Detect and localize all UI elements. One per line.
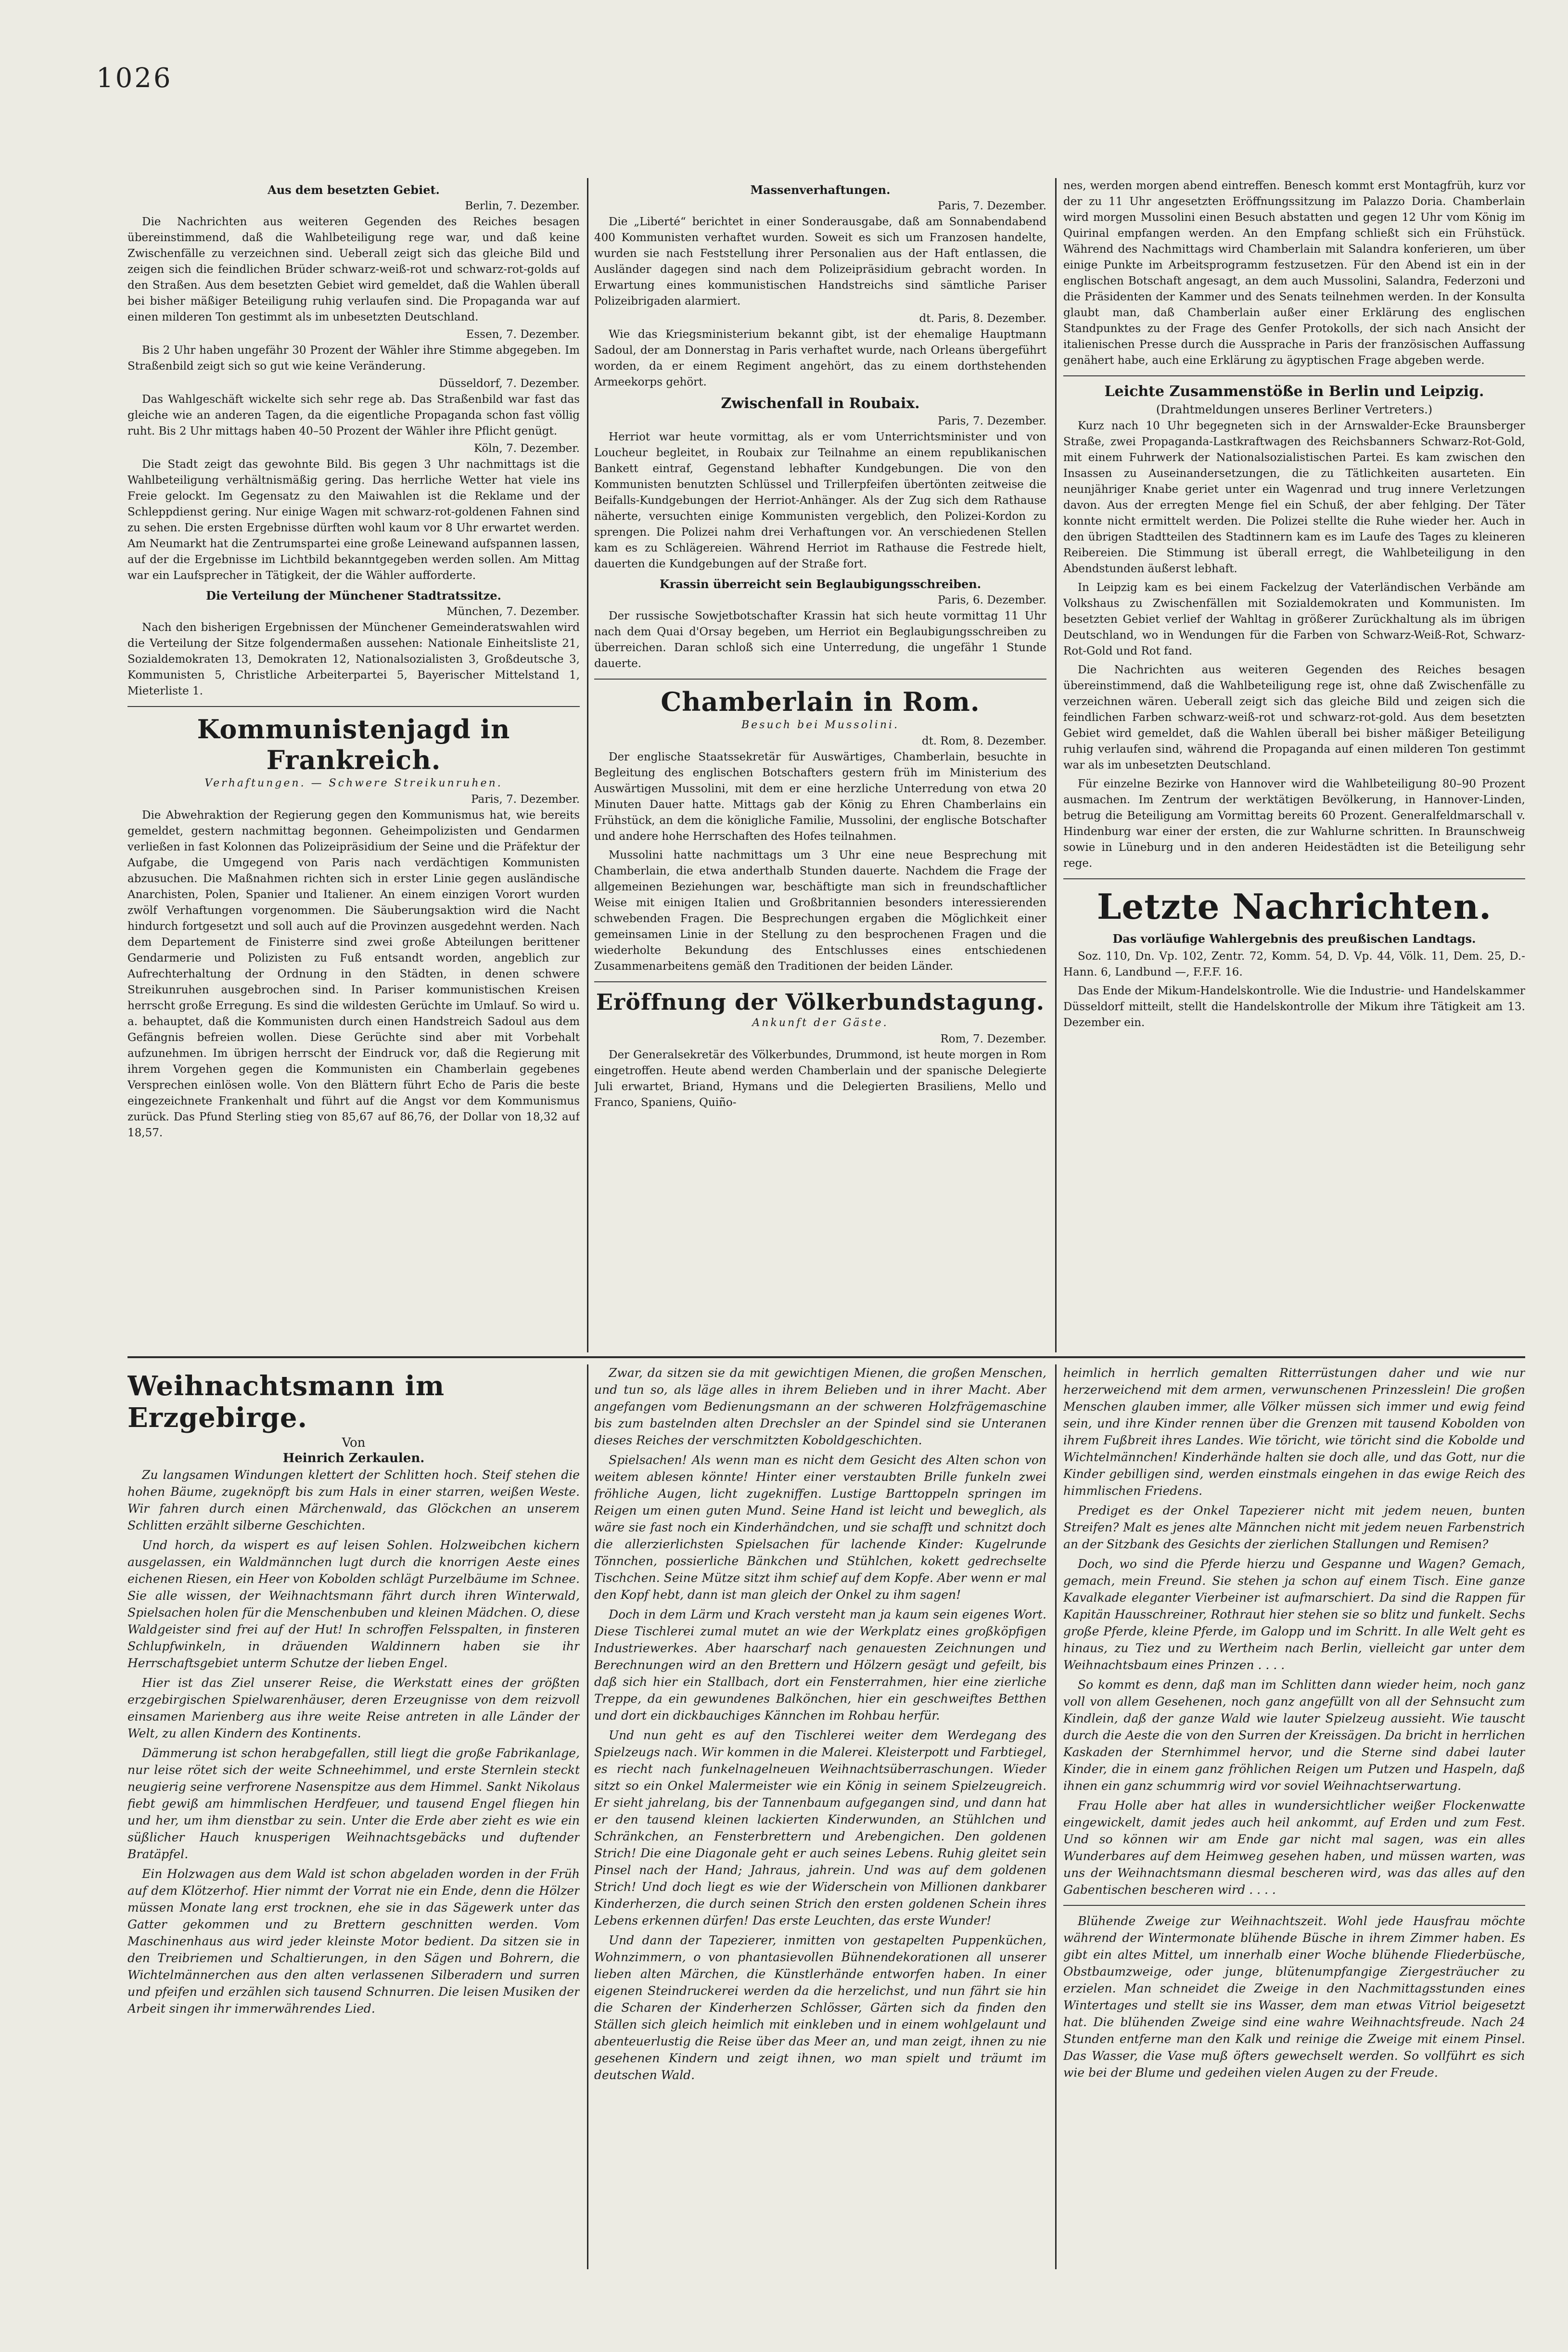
article-paragraph: Herriot war heute vormittag, als er vom Unterrichtsminister und von Loucheur begleitet, in Roubaix zur Teilnahme an einem republikanischen Bankett eintraf, Gegenstand lebhafter Kundgebungen. Die von den Kommunisten benutzten Schlüssel und Trillerpfeifen übertönten zeitweise die Beifalls-Kundgebungen der Herriot-Anhänger. Als der Zug sich dem Rathause näherte, versuchten einige Kommunisten vergeblich, den Polizei-Kordon zu sprengen. Die Polizei nahm drei Verhaftungen vor. An verschiedenen Stellen kam es zu Schlägereien. Während Herriot im Rathause die Festrede hielt, dauerten die Kundgebungen auf der Straße fort. xyxy=(594,431,1046,570)
article-paragraph: Soz. 110, Dn. Vp. 102, Zentr. 72, Komm. 54, D. Vp. 44, Völk. 11, Dem. 25, D.-Hann. 6, Landbund —, F.F.F. 16. xyxy=(1063,950,1525,978)
column-rule xyxy=(1055,178,1057,1352)
article-paragraph: Der Generalsekretär des Völkerbundes, Drummond, ist heute morgen in Rom eingetroffen. Heute abend werden Chamberlain und der spanische Delegierte Juli erwartet, Briand, Hymans und die Delegierten Brasiliens, Mello und Franco, Spaniens, Quiño- xyxy=(594,1049,1046,1109)
article-paragraph: Die Nachrichten aus weiteren Gegenden des Reiches besagen übereinstimmend, daß die Wahlbeteiligung rege ist, ohne daß Zwischenfälle zu verzeichnen wären. Ueberall zeigt sich das gleiche Bild und zeigen sich die feindlichen Farben schwarz-weiß-rot und schwarz-rot-gold. Aus dem besetzten Gebiet wird gemeldet, daß die Wahlen überall bei bisher mäßiger Beteiligung ruhig verlaufen sind, während die Propaganda auf einen milderen Ton gestimmt war als im unbesetzten Deutschland. xyxy=(1063,664,1525,771)
dateline: Paris, 6. Dezember. xyxy=(938,594,1046,606)
article-paragraph: Die Stadt zeigt das gewohnte Bild. Bis gegen 3 Uhr nachmittags ist die Wahlbeteiligung verhältnismäßig gering. Das herrliche Wetter hat viele ins Freie gelockt. Im Gegensatz zu den Maiwahlen ist die Reklame und der Schleppdienst gering. Nur einige Wagen mit schwarz-rot-goldenen Fahnen sind zu sehen. Die ersten Ergebnisse dürften wohl kaum vor 8 Uhr erwartet werden. Am Neumarkt hat die Zentrumspartei eine große Leinewand aufspannen lassen, auf der die Ergebnisse im Lichtbild bekanntgegeben werden sollen. Am Mittag war ein Laufsprecher in Tätigkeit, der die Wähler aufforderte. xyxy=(127,458,580,582)
byline-von: Von xyxy=(342,1436,366,1450)
article-paragraph: Bis 2 Uhr haben ungefähr 30 Prozent der Wähler ihre Stimme abgegeben. Im Straßenbild zeigt sich so gut wie keine Veränderung. xyxy=(127,344,580,373)
feuilleton-title: Weihnachtsmann im Erzgebirge. xyxy=(127,1370,445,1434)
dateline: Düsseldorf, 7. Dezember. xyxy=(439,377,580,390)
headline: Chamberlain in Rom. xyxy=(661,686,980,717)
column-3 xyxy=(1063,178,1525,1352)
article-paragraph: Wie das Kriegsministerium bekannt gibt, ist der ehemalige Hauptmann Sadoul, der am Donnerstag in Paris verhaftet wurde, nach Orleans übergeführt worden, da er einem Regiment angehört, das zu einem dorthstehenden Armeekorps gehört. xyxy=(594,328,1046,388)
article-heading: Zwischenfall in Roubaix. xyxy=(721,395,920,412)
column-rule xyxy=(587,1364,588,2269)
dateline: München, 7. Dezember. xyxy=(446,605,580,618)
column-rule xyxy=(1055,1364,1057,2269)
article-paragraph: Das Ende der Mikum-Handelskontrolle. Wie die Industrie- und Handelskammer Düsseldorf mitteilt, stellt die Handelskontrolle der Mikum ihre Tätigkeit am 13. Dezember ein. xyxy=(1063,985,1525,1029)
subheadline: Verhaftungen. — Schwere Streikunruhen. xyxy=(204,777,503,789)
author-name: Heinrich Zerkaulen. xyxy=(282,1451,425,1465)
dateline: Köln, 7. Dezember. xyxy=(473,442,580,455)
article-paragraph: Der englische Staatssekretär für Auswärtiges, Chamberlain, besuchte in Begleitung des englischen Botschafters gestern früh im Ministerium des Auswärtigen Mussolini, mit dem er eine herzliche Unterredung von etwa 20 Minuten Dauer hatte. Mittags gab der König zu Ehren Chamberlains ein Frühstück, an dem die königliche Familie, Mussolini, der englische Botschafter und andere hohe Herrschaften des Hofes teilnahmen. xyxy=(594,751,1046,843)
feuilleton-column-1 xyxy=(127,1364,580,2269)
divider xyxy=(594,679,1046,680)
headline: Letzte Nachrichten. xyxy=(1096,886,1492,927)
divider xyxy=(1063,375,1525,376)
article-paragraph: Doch, wo sind die Pferde hierzu und Gespanne und Wagen? Gemach, gemach, mein Freund. Sie stehen ja schon auf einem Tisch. Eine ganze Kavalkade eleganter Vierbeiner ist aufmarschiert. Da sind die Rappen für Kapitän Hausschreiner, Rothraut hier stehen sie so blitz und funkelt. Sechs große Pferde, kleine Pferde, im Galopp und im Schritt. In alle Welt geht es hinaus, zu Tiez und zu Wertheim nach Berlin, vielleicht gar unter dem Weihnachtsbaum eines Prinzen . . . . xyxy=(1063,1557,1525,1672)
article-paragraph: In Leipzig kam es bei einem Fackelzug der Vaterländischen Verbände am Volkshaus zu Zwischenfällen mit Sozialdemokraten und Kommunisten. Im besetzten Gebiet verlief der Wahltag in größerer Zurückhaltung als im übrigen Deutschland, wo in Wendungen für die Farben von Schwarz-Weiß-Rot, Schwarz-Rot-Gold und Rot fand. xyxy=(1063,581,1525,657)
subheadline: (Drahtmeldungen unseres Berliner Vertreters.) xyxy=(1156,403,1433,416)
divider xyxy=(127,706,580,707)
subheadline: Besuch bei Mussolini. xyxy=(741,719,900,731)
article-paragraph: Der russische Sowjetbotschafter Krassin hat sich heute vormittag 11 Uhr nach dem Quai d'Orsay begeben, um Herriot ein Beglaubigungsschreiben zu überreichen. Daran schloß sich eine Unterredung, die ungefähr 1 Stunde dauerte. xyxy=(594,610,1046,670)
headline: Kommunistenjagd in Frankreich. xyxy=(197,714,510,775)
article-paragraph: Prediget es der Onkel Tapezierer nicht mit jedem neuen, bunten Streifen? Malt es jenes alte Männchen nicht mit jedem neuen Farbenstrich an der Sitzbank des Gesichts der zierlichen Stallungen und Remisen? xyxy=(1063,1504,1525,1551)
article-paragraph: Mussolini hatte nachmittags um 3 Uhr eine neue Besprechung mit Chamberlain, die etwa anderthalb Stunden dauerte. Nachdem die Frage der allgemeinen Beziehungen war, beschäftigte man sich in freundschaftlicher Weise mit einigen Italien und Großbritannien besonders interessierenden schwebenden Fragen. Die Besprechungen ergaben die Möglichkeit einer gemeinsamen Linie in der Stellung zu den besprochenen Fragen und die wiederholte Bekundung des Entschlusses eines entschiedenen Zusammenarbeitens gemäß den Traditionen der beiden Länder. xyxy=(594,849,1046,973)
divider xyxy=(1063,878,1525,879)
article-paragraph: Ein Holzwagen aus dem Wald ist schon abgeladen worden in der Früh auf dem Klötzerhof. Hier nimmt der Vorrat nie ein Ende, denn die Hölzer müssen Monate lang erst trocknen, ehe sie in das Sägewerk unter das Gatter gekommen und zu Brettern geschnitten werden. Vom Maschinenhaus aus wird jeder kleinste Motor bedient. Da sitzen sie in den Treibriemen und Schaltierungen, in den Sägen und Bohrern, die Wichtelmännerchen aus den alten verlassenen Silberadern und surren und pfeifen und erzählen sich tausend Schnurren. Die leisen Musiken der Arbeit singen ihr immerwährendes Lied. xyxy=(127,1867,580,2016)
article-paragraph: Hier ist das Ziel unserer Reise, die Werkstatt eines der größten erzgebirgischen Spielwarenhäuser, deren Erzeugnisse von dem reizvoll einsamen Marienberg aus ihre weite Reise antreten in alle Länder der Welt, zu allen Kindern des Kontinents. xyxy=(127,1676,580,1740)
article-paragraph: Blühende Zweige zur Weihnachtszeit. Wohl jede Hausfrau möchte während der Wintermonate blühende Büsche in ihrem Zimmer haben. Es gibt ein altes Mittel, um innerhalb einer Woche blühende Fliederbüsche, Obstbaumzweige, oder junge, blütenumpfangige Ziergesträucher zu erzielen. Man schneidet die Zweige in den Nachmittagsstunden eines Wintertages und stellt sie ins Wasser, dem man etwas Vitriol beigesetzt hat. Die blühenden Zweige sind eine wahre Weihnachtsfreude. Nach 24 Stunden entferne man den Kalk und reinige die Zweige mit einem Pinsel. Das Wasser, die Vase muß öfters gewechselt werden. So vollführt es sich wie bei der Blume und gedeihen vielen Augen zu der Freude. xyxy=(1063,1914,1525,2080)
article-paragraph: Zu langsamen Windungen klettert der Schlitten hoch. Steif stehen die hohen Bäume, zugeknöpft bis zum Hals in einer starren, weißen Weste. Wir fahren durch einen Märchenwald, das Glöckchen an unserem Schlitten erzählt silberne Geschichten. xyxy=(127,1468,580,1532)
dateline: dt. Paris, 8. Dezember. xyxy=(919,312,1046,325)
article-paragraph: Und nun geht es auf den Tischlerei weiter dem Werdegang des Spielzeugs nach. Wir kommen in die Malerei. Kleisterpott und Farbtiegel, es riecht nach funkelnagelneuen Weihnachtsüberraschungen. Wieder sitzt so ein Onkel Malermeister wie ein König in seinem Spielzeugreich. Er sieht jahrelang, bis der Tannenbaum aufgegangen sind, und dann hat er den tausend kleinen lackierten Kinderwunden, an Stühlchen und Schränkchen, an Fensterbrettern und Arebengichen. Den goldenen Strich! Die eine Diagonale geht er auch seines Lebens. Ruhig gleitet sein Pinsel nach der Hand; Jahraus, jahrein. Und was auf dem goldenen Strich! Und doch liegt es wie der Widerschein von Millionen dankbarer Kinderherzen, die durch seinen Strich den ersten goldenen Schein ihres Lebens erkennen dürfen! Das erste Leuchten, das erste Wunder! xyxy=(594,1728,1046,1928)
article-paragraph: Und dann der Tapezierer, inmitten von gestapelten Puppenküchen, Wohnzimmern, o von phantasievollen Bühnendekorationen all unserer lieben alten Märchen, die Künstlerhände entworfen haben. In einer eigenen Steindruckerei werden da die herzelichst, und nun fährt sie hin die Scharen der Kinderherzen Schlösser, Gärten sich da finden den Ställen sich gleich heimlich mit einkleben und in einem wohlgelaunt und abenteuerlustig die Reise über das Meer an, und man zeigt, ihnen zu nie gesehenen Kindern und zeigt ihnen, wo man spielt und träumt im deutschen Wald. xyxy=(594,1933,1046,2082)
dateline: Paris, 7. Dezember. xyxy=(938,415,1046,427)
article-paragraph: Nach den bisherigen Ergebnissen der Münchener Gemeinderatswahlen wird die Verteilung der Sitze folgendermaßen aussehen: Nationale Einheitsliste 21, Sozialdemokraten 13, Demokraten 12, Nationalsozialisten 3, Großdeutsche 3, Kommunisten 5, Christliche Arbeiterpartei 5, Bayerischer Mittelstand 1, Mieterliste 1. xyxy=(127,621,580,697)
article-paragraph: So kommt es denn, daß man im Schlitten dann wieder heim, noch ganz voll von allem Gesehenen, noch ganz angefüllt von all der Sehnsucht zum Kindlein, daß der ganze Wald wie lauter Spielzeug aussieht. Wie tauscht durch die Aeste die von den Surren der Kreissägen. Da bricht in herrlichen Kaskaden der Sternhimmel hervor, und die Sterne sind dabei lauter Kinder, die in einem ganz fröhlichen Reigen um Putzen und Haspeln, daß ihnen ein ganz schummrig wird vor soviel Weihnachtserwartung. xyxy=(1063,1678,1525,1793)
article-paragraph: Dämmerung ist schon herabgefallen, still liegt die große Fabrikanlage, nur leise rötet sich der weite Schneehimmel, und erste Sternlein steckt neugierig seine verfrorene Nasenspitze aus dem Himmel. Sankt Nikolaus fiebt gewiß am himmlischen Herdfeuer, und tausend Engel fliegen hin und her, um ihm dienstbar zu sein. Unter die Erde aber zieht es wie ein süßlicher Hauch knusperigen Weihnachtsgebäcks und duftender Bratäpfel. xyxy=(127,1746,580,1861)
article-heading: Das vorläufige Wahlergebnis des preußischen Landtags. xyxy=(1112,932,1476,946)
article-heading: Krassin überreicht sein Beglaubigungsschreiben. xyxy=(659,577,982,591)
headline: Eröffnung der Völkerbundstagung. xyxy=(596,989,1045,1015)
dateline: Paris, 7. Dezember. xyxy=(471,793,580,806)
dateline: Rom, 7. Dezember. xyxy=(940,1033,1046,1045)
page-number: 1026 xyxy=(96,63,173,94)
article-paragraph: nes, werden morgen abend eintreffen. Benesch kommt erst Montagfrüh, kurz vor der zu 11 Uhr angesetzten Eröffnungssitzung im Palazzo Doria. Chamberlain wird morgen Mussolini einen Besuch abstatten und gegen 12 Uhr vom König im Quirinal empfangen werden. An den Empfang schließt sich ein Frühstück. Während des Nachmittags wird Chamberlain mit Salandra konferieren, um über einige Punkte im Arbeitsprogramm festzusetzen. Für den Abend ist ein in der englischen Botschaft angesagt, an dem auch Mussolini, Salandra, Federzoni und die Präsidenten der Kammer und des Senats teilnehmen werden. In der Konsulta glaubt man, daß Chamberlain außer einer Erklärung des englischen Standpunktes zu der Frage des Genfer Protokolls, der sich nach Ansicht der italienischen Presse durch die Aussprache in Paris der französischen Auffassung genähert habe, auch eine Erklärung zu ägyptischen Frage abgeben werde. xyxy=(1063,180,1525,367)
feuilleton-column-3 xyxy=(1063,1364,1525,2269)
column-1 xyxy=(127,178,580,1352)
subheadline: Ankunft der Gäste. xyxy=(752,1017,889,1029)
article-heading: Die Verteilung der Münchener Stadtratssitze. xyxy=(206,589,501,603)
divider xyxy=(1063,1905,1525,1906)
dateline: Paris, 7. Dezember. xyxy=(938,200,1046,212)
article-paragraph: heimlich in herrlich gemalten Ritterrüstungen daher und wie nur herzerweichend mit dem armen, verwunschenen Prinzesslein! Die großen Menschen glauben immer, alle Völker müssen sich immer und ewig feind sein, und ihre Kinder rennen über die Grenzen mit tausend Kobolden von ihrem Fußbreit ihres Landes. Wie töricht, wie töricht sind die Kobolde und Wichtelmännchen! Kinderhände halten sie doch alle, und das Gott, nur die Kinder gebilligen sind, werden einstmals eingehen in das ewige Reich des himmlischen Friedens. xyxy=(1063,1366,1525,1498)
article-paragraph: Zwar, da sitzen sie da mit gewichtigen Mienen, die großen Menschen, und tun so, als läge alles in ihrem Belieben und in ihrer Macht. Aber angefangen vom Bedienungsmann an der schweren Holzfrägemaschine bis zum bastelnden alten Drechsler an der Spindel sind sie Unteranen dieses Reiches der verschmitzten Koboldgeschichten. xyxy=(594,1366,1046,1447)
dateline: Berlin, 7. Dezember. xyxy=(465,200,580,212)
dateline: Essen, 7. Dezember. xyxy=(466,328,580,341)
article-heading: Aus dem besetzten Gebiet. xyxy=(268,183,440,197)
article-paragraph: Die „Liberté“ berichtet in einer Sonderausgabe, daß am Sonnabendabend 400 Kommunisten verhaftet wurden. Soweit es sich um Franzosen handelte, wurden sie nach Feststellung ihrer Personalien aus der Haft entlassen, die Ausländer dagegen sind nach dem Polizeipräsidium gebracht worden. In Erwartung eines kommunistischen Handstreichs sind sämtliche Pariser Polizeibrigaden alarmiert. xyxy=(594,216,1046,308)
dateline: dt. Rom, 8. Dezember. xyxy=(921,735,1046,747)
article-paragraph: Die Nachrichten aus weiteren Gegenden des Reiches besagen übereinstimmend, daß die Wahlbeteiligung rege war, und daß keine Zwischenfälle zu verzeichnen sind. Ueberall zeigt sich das gleiche Bild und zeigen sich die feindlichen Brüder schwarz-weiß-rot und schwarz-rot-golds auf den Straßen. Aus dem besetzten Gebiet wird gemeldet, daß die Wahlen überall bei bisher mäßiger Beteiligung ruhig verlaufen sind. Die Propaganda war auf einen milderen Ton gestimmt als im unbesetzten Deutschland. xyxy=(127,216,580,323)
article-paragraph: Spielsachen! Als wenn man es nicht dem Gesicht des Alten schon von weitem ablesen könnte! Hinter einer verstaubten Brille funkeln zwei fröhliche Augen, licht zugekniffen. Lustige Barttoppeln springen im Reigen um einen guten Mund. Seine Hand ist leicht und beweglich, als wäre sie fast noch ein Kinderhändchen, und sie schafft und schnitzt doch die allerzierlichsten Spielsachen für lachende Kinder: Kugelrunde Tönnchen, possierliche Bänkchen und Stühlchen, kokett gedrechselte Tischchen. Seine Mütze sitzt ihm schief auf dem Kopfe. Aber wenn er mal den Kopf hebt, dann ist man gleich der Onkel zu ihm sagen! xyxy=(594,1453,1046,1602)
divider xyxy=(594,981,1046,982)
article-paragraph: Und horch, da wispert es auf leisen Sohlen. Holzweibchen kichern ausgelassen, ein Waldmännchen lugt durch die knorrigen Aeste eines eichenen Riesen, ein Heer von Kobolden schlägt Purzelbäume im Schnee. Sie alle wissen, der Weihnachtsmann fährt durch ihren Winterwald, Spielsachen holen für die Menschenbuben und kleinen Mädchen. O, diese Waldgeister sind frei auf der Hut! In schroffen Felsspalten, in finsteren Schlupfwinkeln, in dräuenden Waldinnern haben sie ihr Herrschaftsgebiet unterm Schutze der lieben Engel. xyxy=(127,1538,580,1670)
article-heading: Leichte Zusammenstöße in Berlin und Leipzig. xyxy=(1104,383,1484,400)
article-paragraph: Kurz nach 10 Uhr begegneten sich in der Arnswalder-Ecke Braunsberger Straße, zwei Propaganda-Lastkraftwagen des Reichsbanners Schwarz-Rot-Gold, mit einem Fuhrwerk der Nationalsozialistischen Partei. Es kam zwischen den Insassen zu Auseinandersetzungen, die zu Tätlichkeiten ausarteten. Ein neunjähriger Knabe geriet unter ein Wagenrad und trug innere Verletzungen davon. Aus der erregten Menge fiel ein Schuß, der aber fehlging. Der Täter konnte nicht ermittelt werden. Die Polizei stellte die Ruhe wieder her. Auch in den übrigen Stadtteilen des Stadtinnern kam es im Laufe des Tages zu kleineren Reibereien. Die Stimmung ist überall erregt, die Wahlbeteiligung in den Abendstunden äußerst lebhaft. xyxy=(1063,420,1525,575)
column-rule xyxy=(587,178,588,1352)
article-paragraph: Für einzelne Bezirke von Hannover wird die Wahlbeteiligung 80–90 Prozent ausmachen. Im Zentrum der werktätigen Bevölkerung, in Hannover-Linden, betrug die Beteiligung am Vormittag bereits 60 Prozent. Generalfeldmarschall v. Hindenburg war einer der ersten, die zur Wahlurne schritten. In Braunschweig sowie in Lüneburg und in den anderen Heidestädten ist die Beteiligung sehr rege. xyxy=(1063,778,1525,870)
column-2 xyxy=(594,178,1046,1352)
article-paragraph: Doch in dem Lärm und Krach versteht man ja kaum sein eigenes Wort. Diese Tischlerei zumal mutet an wie der Werkplatz eines großköpfigen Industriewerkes. Aber haarscharf nach genauesten Zeichnungen und Berechnungen wird an den Brettern und Hölzern gesägt und gefeilt, bis daß sich hier ein Stallbach, dort ein Fensterrahmen, hier eine zierliche Treppe, da ein gewundenes Balkönchen, hier ein geschweiftes Betthen und dort ein dickbauchiges Kännchen im Rohbau herfür. xyxy=(594,1607,1046,1722)
article-paragraph: Das Wahlgeschäft wickelte sich sehr rege ab. Das Straßenbild war fast das gleiche wie an anderen Tagen, da die eigentliche Propaganda schon fast völlig ruht. Bis 2 Uhr mittags haben 40–50 Prozent der Wähler ihre Pflicht genügt. xyxy=(127,393,580,437)
section-rule xyxy=(127,1356,1525,1358)
feuilleton-column-2 xyxy=(594,1364,1046,2269)
article-paragraph: Die Abwehraktion der Regierung gegen den Kommunismus hat, wie bereits gemeldet, gestern nachmittag begonnen. Geheimpolizisten und Gendarmen verließen in fast Kolonnen das Polizeipräsidium der Seine und die Präfektur der Aufgabe, die Umgegend von Paris nach verdächtigen Kommunisten abzusuchen. Die Maßnahmen richten sich in erster Linie gegen ausländische Anarchisten, Polen, Spanier und Italiener. An einem einzigen Vorort wurden zwölf Verhaftungen vorgenommen. Die Säuberungsaktion wird die Nacht hindurch fortgesetzt und soll auch auf die Provinzen ausgedehnt werden. Nach dem Departement de Finisterre sind zwei große Abteilungen berittener Gendarmerie und Polizisten zu Fuß entsandt worden, angeblich zur Aufrechterhaltung der Ordnung in den Städten, in denen schwere Streikunruhen ausgebrochen sind. In Pariser kommunistischen Kreisen herrscht große Erregung. Es sind die wildesten Gerüchte im Umlauf. So wird u. a. behauptet, daß die Kommunisten durch einen Handstreich Sadoul aus dem Gefängnis befreien wollen. Diese Gerüchte sind aber mit Vorbehalt aufzunehmen. Im übrigen herrscht der Eindruck vor, daß die Regierung mit ihrem Vorgehen gegen die Kommunisten ein Chamberlain gegebenes Versprechen einlösen wolle. Von den Blättern führt Echo de Paris die beste eingezeichnete Frankenhalt und führt auf die Angst vor dem Kommunismus zurück. Das Pfund Sterling stieg von 85,67 auf 86,76, der Dollar von 18,32 auf 18,57. xyxy=(127,809,580,1139)
article-heading: Massenverhaftungen. xyxy=(750,183,891,197)
article-paragraph: Frau Holle aber hat alles in wundersichtlicher weißer Flockenwatte eingewickelt, damit jedes auch heil ankommt, auf Erden und zum Fest. Und so können wir am Ende gar nicht mal sagen, was ein alles Wunderbares auf dem Heimweg gesehen haben, und müssen warten, was uns der Weihnachtsmann diesmal bescheren wird, was das alles auf den Gabentischen bescheren wird . . . . xyxy=(1063,1799,1525,1897)
